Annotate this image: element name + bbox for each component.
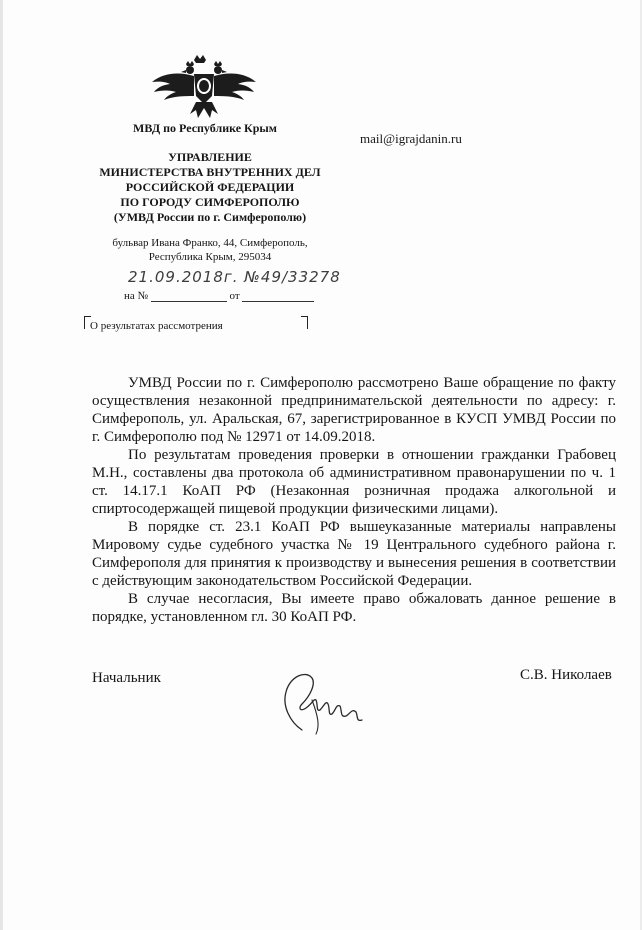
subject-text: О результатах рассмотрения <box>90 320 223 332</box>
department-line: УПРАВЛЕНИЕ <box>168 150 252 164</box>
department-line: МИНИСТЕРСТВА ВНУТРЕННИХ ДЕЛ <box>99 165 321 179</box>
department-line: РОССИЙСКОЙ ФЕДЕРАЦИИ <box>125 180 295 194</box>
department-address <box>60 236 360 264</box>
department-line: (УМВД России по г. Симферополю) <box>113 210 307 224</box>
letter-body <box>92 374 616 626</box>
recipient-email: mail@igrajdanin.ru <box>360 131 462 146</box>
from-label: от <box>229 290 240 302</box>
department-line: ПО ГОРОДУ СИМФЕРОПОЛЮ <box>120 195 300 209</box>
number-label: на № <box>124 290 149 302</box>
registration-line <box>124 290 314 302</box>
address-line: бульвар Ивана Франко, 44, Симферополь, <box>112 237 308 249</box>
number-blank <box>151 291 227 302</box>
bracket-right <box>301 316 308 329</box>
body-paragraph: УМВД России по г. Симферополю рассмотрено Ваше обращение по факту осуществления незаконной предпринимательской деятельности по адресу: г. Симферополь, ул. Аральская, 67, зарегистрированное в КУСП УМВД России по г. Симферополю под № 12971 от 14.09.2018. <box>92 375 616 445</box>
address-line: Республика Крым, 295034 <box>148 251 272 263</box>
handwritten-signature-icon <box>272 660 382 740</box>
ministry-region: МВД по Республике Крым <box>133 121 277 135</box>
subject-line <box>84 316 314 332</box>
body-paragraph: По результатам проведения проверки в отношении гражданки Грабовец М.Н., составлены два протокола об административном правонарушении по ч. 1 ст. 14.17.1 КоАП РФ (Незаконная розничная продажа алкогольной и спиртосодержащей пищевой продукции физическими лицами). <box>92 447 616 517</box>
body-paragraph: В случае несогласия, Вы имеете право обжаловать данное решение в порядке, установленном гл. 30 КоАП РФ. <box>92 591 616 625</box>
signatory-title: Начальник <box>92 670 161 686</box>
body-paragraph: В порядке ст. 23.1 КоАП РФ вышеуказанные материалы направлены Мировому судье судебного участка № 19 Центрального судебного района г. Симферополя для принятия к производству и вынесения решения в соответствии с действующим законодательством Российской Федерации. <box>92 519 616 589</box>
signatory-name: С.В. Николаев <box>520 667 612 683</box>
double-headed-eagle-emblem-icon <box>150 54 258 120</box>
scan-edge-left <box>0 0 3 930</box>
handwritten-date-number: 21.09.2018г. №49/33278 <box>128 268 341 286</box>
department-header <box>60 150 360 225</box>
date-blank <box>242 291 314 302</box>
